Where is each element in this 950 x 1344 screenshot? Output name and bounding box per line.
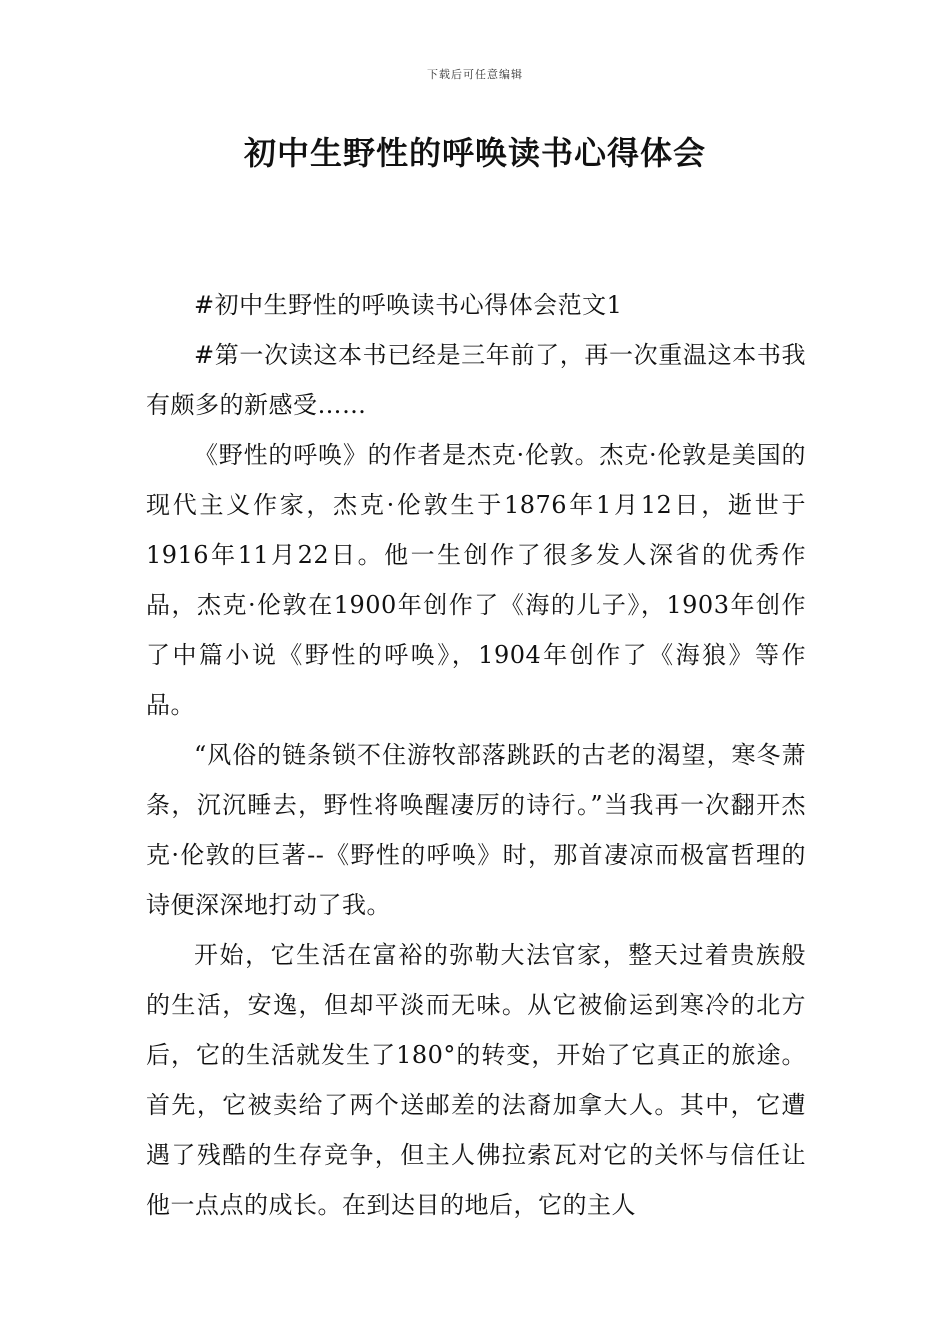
paragraph-intro: #第一次读这本书已经是三年前了，再一次重温这本书我有颇多的新感受…… — [146, 341, 806, 419]
paragraph-poem: “风俗的链条锁不住游牧部落跳跃的古老的渴望，寒冬萧条，沉沉睡去，野性将唤醒凄厉的诗行。”当我再一次翻开杰克·伦敦的巨著--《野性的呼唤》时，那首凄凉而极富哲理的诗便深深地打动了我。 — [146, 741, 806, 919]
document-body — [146, 280, 806, 1230]
paragraph-story: 开始，它生活在富裕的弥勒大法官家，整天过着贵族般的生活，安逸，但却平淡而无味。从它被偷运到寒冷的北方后，它的生活就发生了180°的转变，开始了它真正的旅途。首先，它被卖给了两个送邮差的法裔加拿大人。其中，它遭遇了残酷的生存竞争，但主人佛拉索瓦对它的关怀与信任让他一点点的成长。在到达目的地后，它的主人 — [146, 941, 806, 1219]
header-note: 下载后可任意编辑 — [427, 68, 523, 81]
paragraph-author: 《野性的呼唤》的作者是杰克·伦敦。杰克·伦敦是美国的现代主义作家，杰克·伦敦生于1876年1月12日，逝世于1916年11月22日。他一生创作了很多发人深省的优秀作品，杰克·伦敦在1900年创作了《海的儿子》，1903年创作了中篇小说《野性的呼唤》，1904年创作了《海狼》等作品。 — [146, 441, 806, 719]
document-title: 初中生野性的呼唤读书心得体会 — [243, 134, 706, 172]
paragraph-subtitle: #初中生野性的呼唤读书心得体会范文1 — [194, 291, 623, 319]
